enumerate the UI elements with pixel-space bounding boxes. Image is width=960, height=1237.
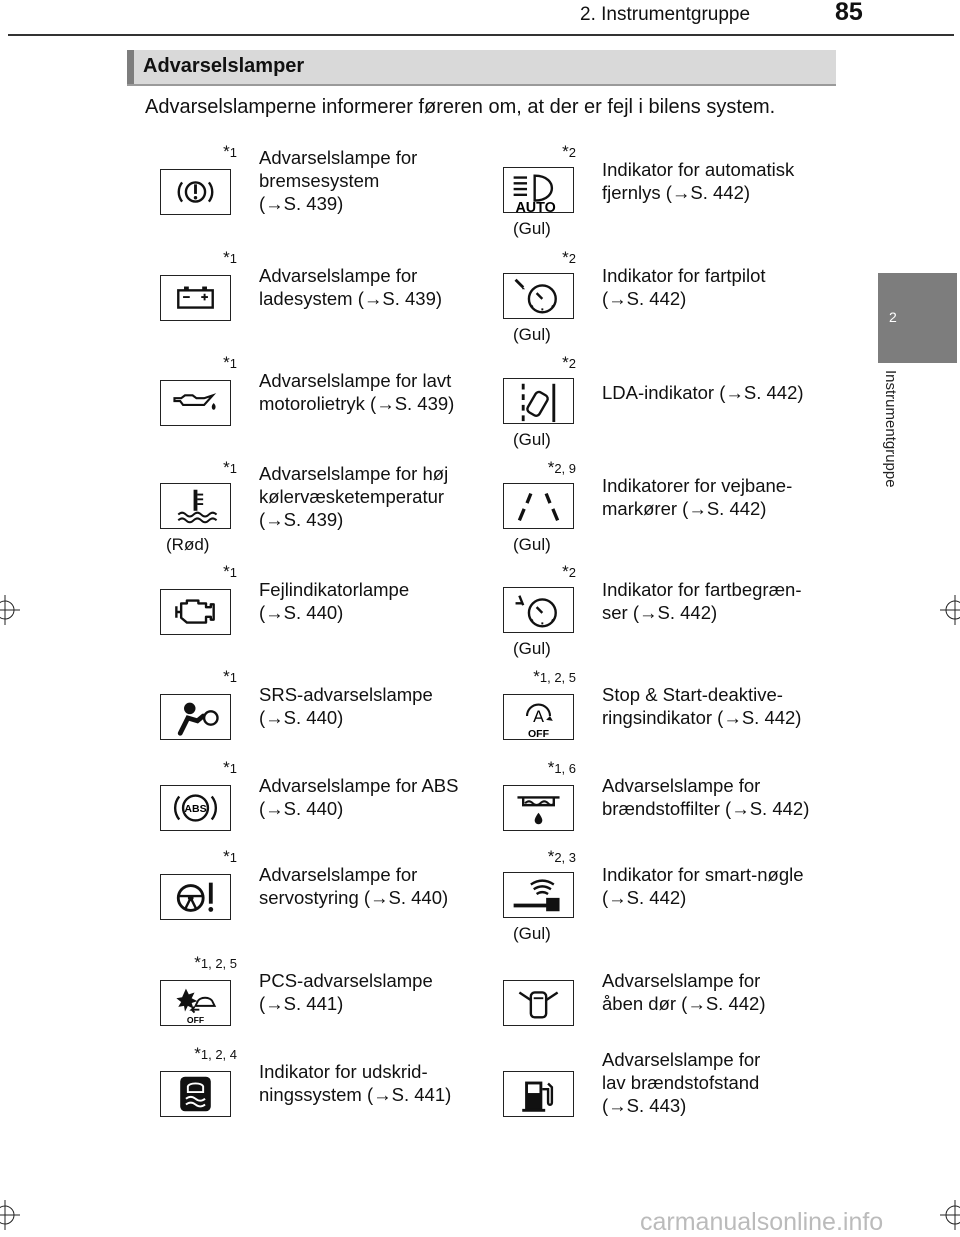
lamp-description: LDA-indikator (→S. 442) [602, 382, 804, 403]
lamp-description: Indikator for fartbegræn- ser (→S. 442) [602, 579, 802, 623]
lamp-description: Indikator for automatisk fjernlys (→S. 442) [602, 159, 795, 203]
footnote-marker: *1 [223, 458, 237, 477]
chapter-number: 2 [889, 309, 897, 325]
svg-text:AUTO: AUTO [515, 200, 556, 212]
footnote-marker: *1 [223, 847, 237, 866]
section-title: Advarselslamper [143, 55, 305, 77]
lamp-description: Advarselslampe for åben dør (→S. 442) [602, 970, 766, 1014]
lamp-description: SRS-advarselslampe (→S. 440) [259, 684, 433, 728]
auto-high-beam-icon [503, 167, 574, 213]
airbag-icon [160, 694, 231, 740]
lamp-description: Indikator for fartpilot (→S. 442) [602, 265, 766, 309]
lamp-color-label: (Rød) [166, 535, 210, 554]
lamp-description: Advarselslampe for ladesystem (→S. 439) [259, 265, 443, 309]
svg-text:ABS: ABS [184, 802, 207, 815]
svg-text:A: A [533, 707, 544, 726]
lamp-description: PCS-advarselslampe (→S. 441) [259, 970, 433, 1014]
footnote-marker: *2, 3 [547, 847, 576, 866]
footnote-marker: *1, 2, 5 [533, 667, 576, 686]
low-fuel-icon [503, 1071, 574, 1117]
footnote-marker: *2 [562, 248, 576, 267]
footnote-marker: *1, 2, 5 [194, 953, 237, 972]
chapter-label: Instrumentgruppe [882, 370, 899, 488]
lamp-description: Advarselslampe for ABS (→S. 440) [259, 775, 459, 819]
lamp-description: Advarselslampe for lav brændstofstand (→S. 443) [602, 1049, 761, 1116]
open-door-icon [503, 980, 574, 1026]
fuel-filter-icon [503, 785, 574, 831]
lamp-color-label: (Gul) [513, 430, 551, 449]
stop-start-off-icon [503, 694, 574, 740]
footnote-marker: *1, 6 [547, 758, 576, 777]
footnote-marker: *2 [562, 142, 576, 161]
lamp-color-label: (Gul) [513, 325, 551, 344]
page-number: 85 [835, 0, 863, 26]
lamp-description: Advarselslampe for servostyring (→S. 440) [259, 864, 449, 908]
coolant-temperature-icon [160, 483, 231, 529]
lamp-description: Indikatorer for vejbane- markører (→S. 442) [602, 475, 793, 519]
footnote-marker: *2 [562, 562, 576, 581]
intro-text: Advarselslamperne informerer føreren om, at der er fejl i bilens system. [145, 96, 776, 118]
abs-icon [160, 785, 231, 831]
skid-indicator-icon [160, 1071, 231, 1117]
lane-departure-icon [503, 378, 574, 424]
registration-mark-icon [0, 1200, 20, 1230]
cruise-control-icon [503, 273, 574, 319]
lamp-description: Indikator for smart-nøgle (→S. 442) [602, 864, 804, 908]
pcs-off-icon [160, 980, 231, 1026]
lamp-description: Advarselslampe for brændstoffilter (→S. 442) [602, 775, 810, 819]
registration-mark-icon [940, 1200, 960, 1230]
speed-limiter-icon [503, 587, 574, 633]
lamp-description: Stop & Start-deaktive- ringsindikator (→S. 442) [602, 684, 802, 728]
footnote-marker: *2 [562, 353, 576, 372]
footnote-marker: *1, 2, 4 [194, 1044, 237, 1063]
smart-key-icon [503, 872, 574, 918]
header-rule [8, 34, 954, 36]
watermark: carmanualsonline.info [640, 1208, 884, 1236]
svg-text:OFF: OFF [527, 728, 550, 739]
lamp-description: Indikator for udskrid- ningssystem (→S. 441) [259, 1061, 452, 1105]
lamp-color-label: (Gul) [513, 924, 551, 943]
registration-mark-icon [0, 595, 20, 625]
footnote-marker: *1 [223, 562, 237, 581]
lamp-description: Advarselslampe for bremsesystem (→S. 439) [259, 147, 418, 214]
footnote-marker: *1 [223, 353, 237, 372]
brake-warning-icon [160, 169, 231, 215]
battery-charging-icon [160, 275, 231, 321]
footnote-marker: *1 [223, 248, 237, 267]
lamp-color-label: (Gul) [513, 219, 551, 238]
lamp-description: Fejlindikatorlampe (→S. 440) [259, 579, 410, 623]
footnote-marker: *1 [223, 142, 237, 161]
power-steering-icon [160, 874, 231, 920]
svg-text:OFF: OFF [186, 1015, 205, 1025]
lane-markers-icon [503, 483, 574, 529]
registration-mark-icon [940, 595, 960, 625]
footnote-marker: *1 [223, 758, 237, 777]
lamp-color-label: (Gul) [513, 535, 551, 554]
lamp-description: Advarselslampe for høj kølervæsketemperatur (→S. 439) [259, 463, 449, 530]
lamp-color-label: (Gul) [513, 639, 551, 658]
oil-pressure-icon [160, 380, 231, 426]
footnote-marker: *2, 9 [547, 458, 576, 477]
lamp-description: Advarselslampe for lavt motorolietryk (→S. 439) [259, 370, 455, 414]
header-title: 2. Instrumentgruppe [580, 4, 751, 25]
footnote-marker: *1 [223, 667, 237, 686]
check-engine-icon [160, 589, 231, 635]
